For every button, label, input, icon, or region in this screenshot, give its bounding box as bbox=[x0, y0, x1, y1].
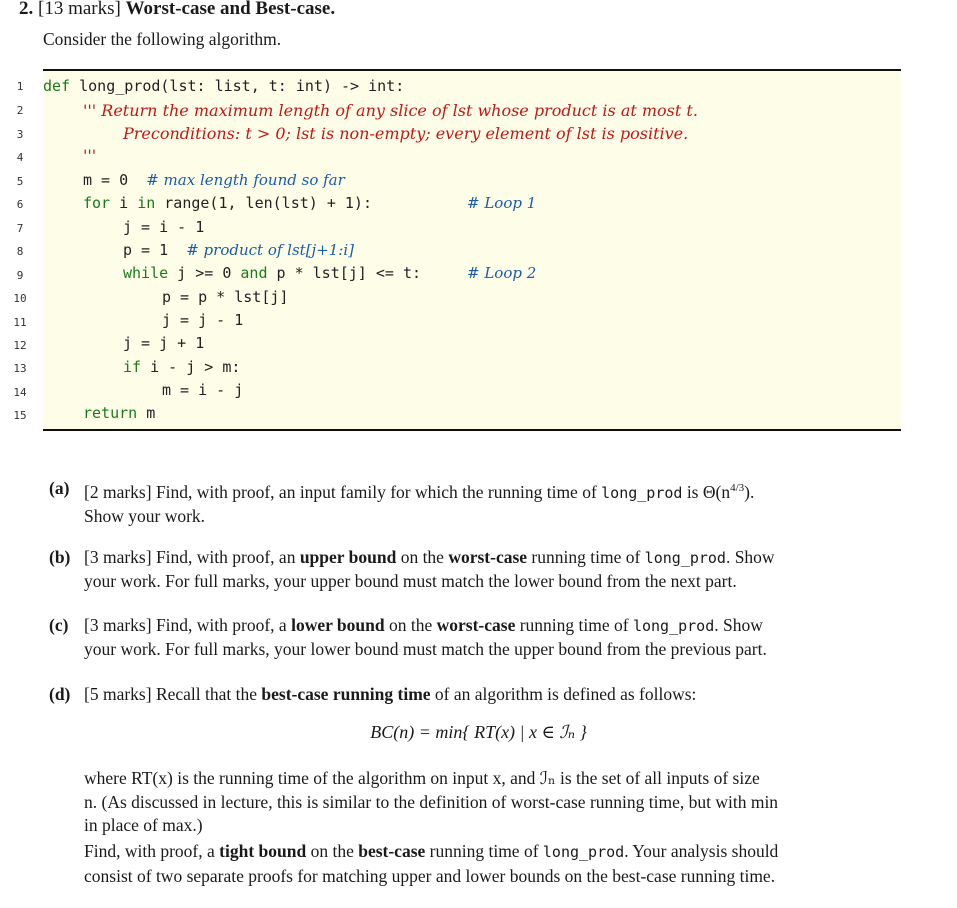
part-label: (b) bbox=[49, 547, 71, 567]
part-text: on the bbox=[400, 547, 444, 567]
line-number: 3 bbox=[16, 128, 24, 141]
question-heading: Worst-case and Best-case. bbox=[125, 0, 336, 19]
line-number: 12 bbox=[13, 339, 27, 352]
exponent: 4/3 bbox=[730, 482, 745, 494]
part-label: (d) bbox=[49, 684, 71, 704]
keyword: in bbox=[137, 194, 156, 212]
part-marks: [3 marks] bbox=[84, 615, 152, 635]
code-line-15 bbox=[83, 404, 155, 422]
code-line-5 bbox=[83, 171, 345, 189]
keyword: def bbox=[43, 77, 71, 95]
function-name: long_prod bbox=[632, 617, 715, 635]
code-line-10: p = p * lst[j] bbox=[162, 288, 289, 306]
emphasis: tight bound bbox=[219, 841, 307, 861]
function-name: long_prod bbox=[542, 843, 625, 861]
keyword: return bbox=[83, 404, 138, 422]
code-text: range(1, len(lst) + 1): bbox=[155, 194, 372, 212]
line-number: 5 bbox=[16, 175, 24, 188]
line-number: 7 bbox=[16, 222, 24, 235]
question-marks: [13 marks] bbox=[38, 0, 121, 19]
part-marks: [3 marks] bbox=[84, 547, 152, 567]
part-text: ). bbox=[744, 481, 755, 502]
part-b bbox=[49, 546, 904, 591]
part-a bbox=[49, 477, 904, 526]
keyword: and bbox=[240, 264, 268, 282]
part-text: running time of bbox=[429, 841, 539, 861]
part-text: . Your analysis should bbox=[624, 841, 779, 861]
docstring-line-2: Preconditions: t > 0; lst is non-empty; every element of lst is positive. bbox=[123, 124, 689, 143]
code-comment: # max length found so far bbox=[146, 171, 345, 189]
line-number: 9 bbox=[16, 269, 24, 282]
keyword: for bbox=[83, 194, 111, 212]
loop2-comment: # Loop 2 bbox=[467, 264, 537, 282]
part-text: your work. For full marks, your lower bound must match the upper bound from the previous part. bbox=[84, 639, 767, 659]
part-text: Find, with proof, an bbox=[155, 547, 296, 567]
function-name: long_prod bbox=[644, 549, 726, 567]
part-text: on the bbox=[310, 841, 354, 861]
code-text: i - j > m: bbox=[141, 358, 241, 376]
part-marks: [2 marks] bbox=[84, 481, 152, 502]
code-text: p = 1 bbox=[123, 241, 187, 259]
code-line-9 bbox=[123, 264, 421, 282]
part-text: Find, with proof, an input family for which the running time of bbox=[155, 481, 597, 502]
emphasis: best-case bbox=[358, 841, 426, 861]
line-number: 13 bbox=[13, 362, 27, 375]
code-comment: # product of lst[j+1:i] bbox=[186, 241, 355, 259]
emphasis: upper bound bbox=[299, 547, 397, 567]
emphasis: worst-case bbox=[448, 547, 528, 567]
code-line-8 bbox=[123, 241, 354, 259]
code-text: long_prod(lst: list, t: int) -> int: bbox=[70, 77, 405, 95]
part-d-task bbox=[84, 840, 904, 888]
emphasis: best-case running time bbox=[261, 684, 431, 704]
paragraph-line: consist of two separate proofs for matching upper and lower bounds on the best-case running time. bbox=[84, 865, 776, 886]
part-text: Show your work. bbox=[84, 505, 206, 526]
line-number: 4 bbox=[16, 151, 24, 164]
best-case-formula: BC(n) = min{ RT(x) | x ∈ ℐₙ } bbox=[370, 722, 587, 742]
question-title bbox=[19, 0, 335, 20]
question-intro: Consider the following algorithm. bbox=[43, 29, 282, 49]
part-b-text bbox=[84, 546, 904, 593]
part-text: . Show bbox=[714, 615, 763, 635]
function-name: long_prod bbox=[601, 483, 683, 502]
part-d-definition bbox=[84, 767, 904, 838]
emphasis: worst-case bbox=[436, 615, 516, 635]
code-line-14: m = i - j bbox=[162, 381, 244, 399]
code-text: j >= 0 bbox=[168, 264, 241, 282]
paragraph-line bbox=[84, 840, 904, 865]
code-text: m bbox=[137, 404, 156, 422]
code-text: p * lst[j] <= t: bbox=[267, 264, 422, 282]
part-text: on the bbox=[388, 615, 433, 635]
line-number: 10 bbox=[13, 292, 27, 305]
code-line-11: j = j - 1 bbox=[162, 311, 244, 329]
keyword: if bbox=[123, 358, 142, 376]
part-d bbox=[49, 683, 904, 706]
line-number: 14 bbox=[13, 386, 27, 399]
part-marks: [5 marks] bbox=[84, 684, 152, 704]
code-listing bbox=[43, 69, 901, 431]
emphasis: lower bound bbox=[291, 615, 385, 635]
part-text: Find, with proof, a bbox=[155, 615, 287, 635]
line-number: 11 bbox=[13, 316, 27, 329]
part-text: of an algorithm is defined as follows: bbox=[434, 684, 697, 704]
question-number: 2. bbox=[19, 0, 34, 19]
part-c bbox=[49, 614, 904, 659]
code-line-12: j = j + 1 bbox=[123, 334, 205, 352]
paragraph-line: n. (As discussed in lecture, this is similar to the definition of worst-case running time, but with min bbox=[84, 791, 779, 812]
paragraph-line: where RT(x) is the running time of the algorithm on input x, and ℐₙ is the set of all inputs of size bbox=[84, 768, 760, 788]
line-number: 1 bbox=[16, 80, 24, 93]
line-number: 15 bbox=[13, 409, 27, 422]
loop1-comment: # Loop 1 bbox=[467, 194, 537, 212]
part-text: Find, with proof, a bbox=[84, 841, 215, 861]
code-line-7: j = i - 1 bbox=[123, 218, 205, 236]
line-number: 2 bbox=[16, 104, 24, 117]
code-text: i bbox=[110, 194, 138, 212]
part-text: . Show bbox=[725, 547, 775, 567]
part-text: running time of bbox=[519, 615, 629, 635]
docstring-line-1: ''' Return the maximum length of any slice of lst whose product is at most t. bbox=[83, 101, 698, 120]
part-a-text bbox=[84, 477, 904, 528]
code-line-1 bbox=[43, 77, 404, 95]
line-number: 6 bbox=[16, 198, 24, 211]
part-text: is Θ(n bbox=[686, 481, 731, 502]
part-c-text bbox=[84, 614, 904, 661]
code-line-6 bbox=[83, 194, 372, 212]
line-number: 8 bbox=[16, 245, 24, 258]
part-d-text bbox=[84, 683, 904, 706]
docstring-end: ''' bbox=[83, 146, 97, 165]
part-label: (a) bbox=[49, 478, 70, 498]
part-text: your work. For full marks, your upper bound must match the lower bound from the next part. bbox=[84, 571, 737, 591]
code-text: m = 0 bbox=[83, 171, 147, 189]
part-text: Recall that the bbox=[155, 684, 258, 704]
part-text: running time of bbox=[531, 547, 641, 567]
paragraph-line: in place of max.) bbox=[84, 815, 203, 835]
code-line-13 bbox=[123, 358, 240, 376]
keyword: while bbox=[123, 264, 169, 282]
part-label: (c) bbox=[49, 615, 69, 635]
